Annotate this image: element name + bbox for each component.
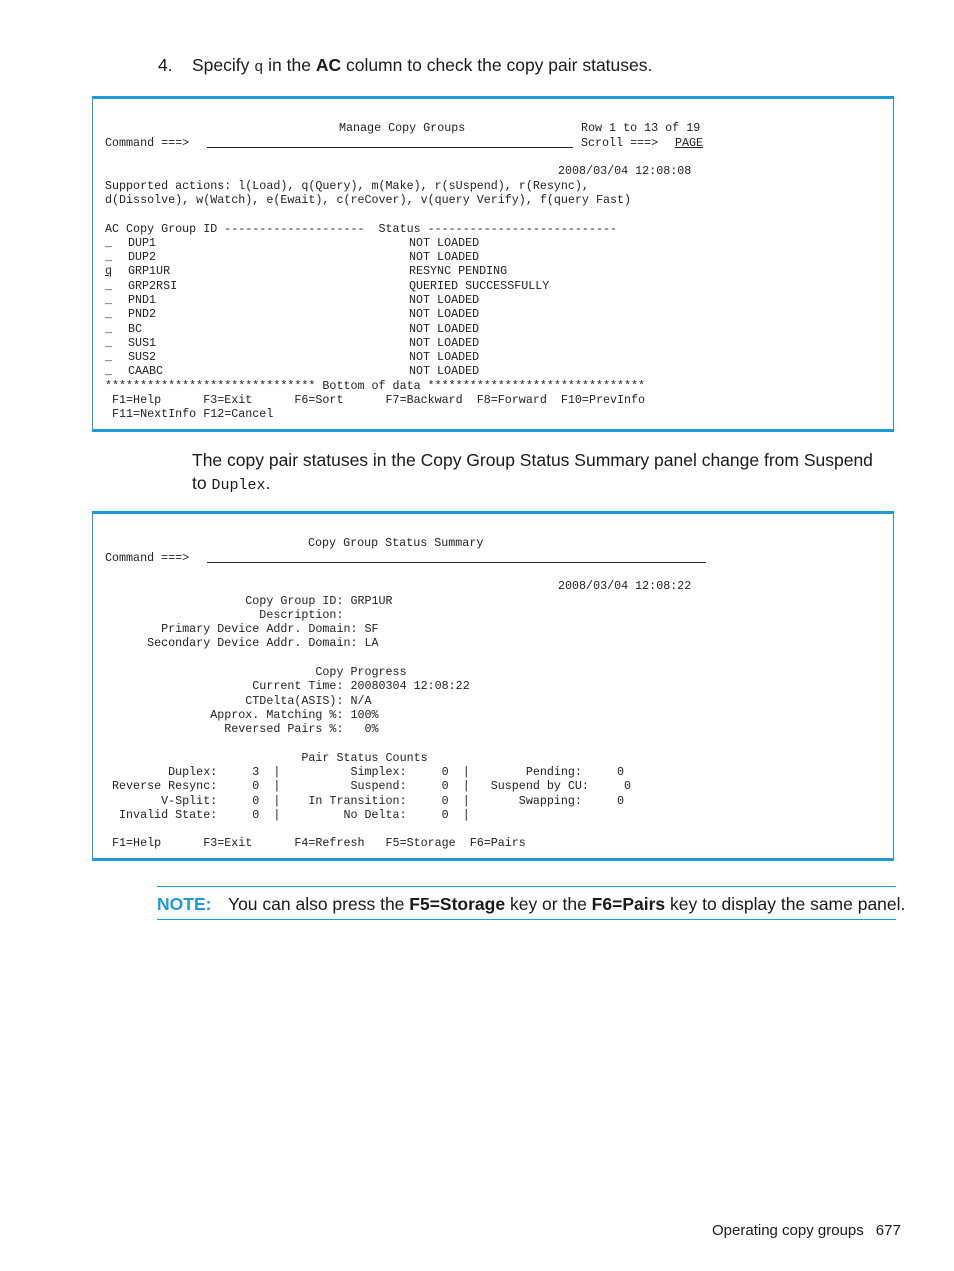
copy-group-status: NOT LOADED <box>409 236 480 250</box>
datetime: 2008/03/04 12:08:22 <box>558 579 692 593</box>
copy-group-id: BC <box>128 322 143 336</box>
command-input[interactable] <box>207 562 706 563</box>
panel-title: Copy Group Status Summary <box>308 536 484 550</box>
copy-group-status: NOT LOADED <box>409 336 480 350</box>
copy-group-status: NOT LOADED <box>409 350 480 364</box>
copy-group-status: NOT LOADED <box>409 364 480 378</box>
copy-group-id: PND1 <box>128 293 157 307</box>
table-header: AC Copy Group ID -------------------- Status --------------------------- <box>105 222 617 236</box>
section-title: Operating copy groups <box>712 1222 864 1239</box>
summary-line: Approx. Matching %: 100% <box>105 708 379 722</box>
step-number: 4. <box>158 55 173 75</box>
copy-group-id: DUP1 <box>128 236 157 250</box>
ac-field[interactable]: _ <box>105 236 113 250</box>
function-keys-line1: F1=Help F3=Exit F6=Sort F7=Backward F8=Forward F10=PrevInfo <box>105 393 646 407</box>
summary-line: Secondary Device Addr. Domain: LA <box>105 636 379 650</box>
ac-field[interactable]: _ <box>105 250 113 264</box>
supported-actions-2: d(Dissolve), w(Watch), e(Ewait), c(reCover), v(query Verify), f(query Fast) <box>105 193 632 207</box>
datetime: 2008/03/04 12:08:08 <box>558 164 692 178</box>
copy-group-status-summary-panel <box>92 511 894 861</box>
summary-line: Duplex: 3 | Simplex: 0 | Pending: 0 <box>105 765 625 779</box>
ac-field[interactable]: _ <box>105 279 113 293</box>
summary-line: Primary Device Addr. Domain: SF <box>105 622 379 636</box>
summary-line: CTDelta(ASIS): N/A <box>105 694 372 708</box>
copy-group-id: CAABC <box>128 364 164 378</box>
manage-copy-groups-panel <box>92 96 894 432</box>
summary-line: Reverse Resync: 0 | Suspend: 0 | Suspend by CU: 0 <box>105 779 632 793</box>
command-label: Command ===> <box>105 551 190 565</box>
copy-group-status: QUERIED SUCCESSFULLY <box>409 279 550 293</box>
ac-field[interactable]: _ <box>105 293 113 307</box>
terminal-screen <box>93 514 893 858</box>
explanation-paragraph: The copy pair statuses in the Copy Group Status Summary panel change from Suspend to Duplex. <box>192 450 873 494</box>
copy-group-status: NOT LOADED <box>409 307 480 321</box>
scroll-value-field[interactable]: PAGE <box>675 136 704 150</box>
page-number: 677 <box>875 1222 901 1239</box>
step-instruction: 4. Specify q in the AC column to check the copy pair statuses. <box>158 55 653 76</box>
command-input[interactable] <box>207 147 573 148</box>
copy-group-status: RESYNC PENDING <box>409 264 508 278</box>
page-footer <box>712 1222 901 1239</box>
copy-group-id: PND2 <box>128 307 157 321</box>
panel-title: Manage Copy Groups <box>339 121 466 135</box>
summary-line: Current Time: 20080304 12:08:22 <box>105 679 470 693</box>
bottom-of-data: ****************************** Bottom of data ******************************* <box>105 379 646 393</box>
copy-group-id: SUS1 <box>128 336 157 350</box>
function-keys-line2: F11=NextInfo F12=Cancel <box>105 407 274 421</box>
copy-group-status: NOT LOADED <box>409 250 480 264</box>
ac-field[interactable]: _ <box>105 322 113 336</box>
ac-field[interactable]: _ <box>105 350 113 364</box>
summary-line: Copy Group ID: GRP1UR <box>105 594 393 608</box>
summary-line: Pair Status Counts <box>105 751 428 765</box>
command-label: Command ===> <box>105 136 190 150</box>
function-keys-line: F1=Help F3=Exit F4=Refresh F5=Storage F6=Pairs <box>105 836 526 850</box>
supported-actions-1: Supported actions: l(Load), q(Query), m(Make), r(sUspend), r(Resync), <box>105 179 589 193</box>
ac-field[interactable]: _ <box>105 336 113 350</box>
note-label: NOTE: <box>157 894 212 914</box>
note-box: NOTE: You can also press the F5=Storage key or the F6=Pairs key to display the same panel. <box>157 886 896 920</box>
copy-group-status: NOT LOADED <box>409 322 480 336</box>
ac-field[interactable]: _ <box>105 364 113 378</box>
summary-line: Reversed Pairs %: 0% <box>105 722 379 736</box>
summary-line: Description: <box>105 608 344 622</box>
row-info: Row 1 to 13 of 19 <box>581 121 701 135</box>
summary-line: Copy Progress <box>105 665 407 679</box>
copy-group-id: DUP2 <box>128 250 157 264</box>
scroll-label: Scroll ===> <box>581 136 659 150</box>
terminal-screen <box>93 99 893 429</box>
copy-group-id: SUS2 <box>128 350 157 364</box>
copy-group-id: GRP1UR <box>128 264 171 278</box>
summary-line: Invalid State: 0 | No Delta: 0 | <box>105 808 470 822</box>
copy-group-status: NOT LOADED <box>409 293 480 307</box>
ac-field[interactable]: q <box>105 264 113 278</box>
summary-line: V-Split: 0 | In Transition: 0 | Swapping: 0 <box>105 794 625 808</box>
ac-field[interactable]: _ <box>105 307 113 321</box>
copy-group-id: GRP2RSI <box>128 279 178 293</box>
